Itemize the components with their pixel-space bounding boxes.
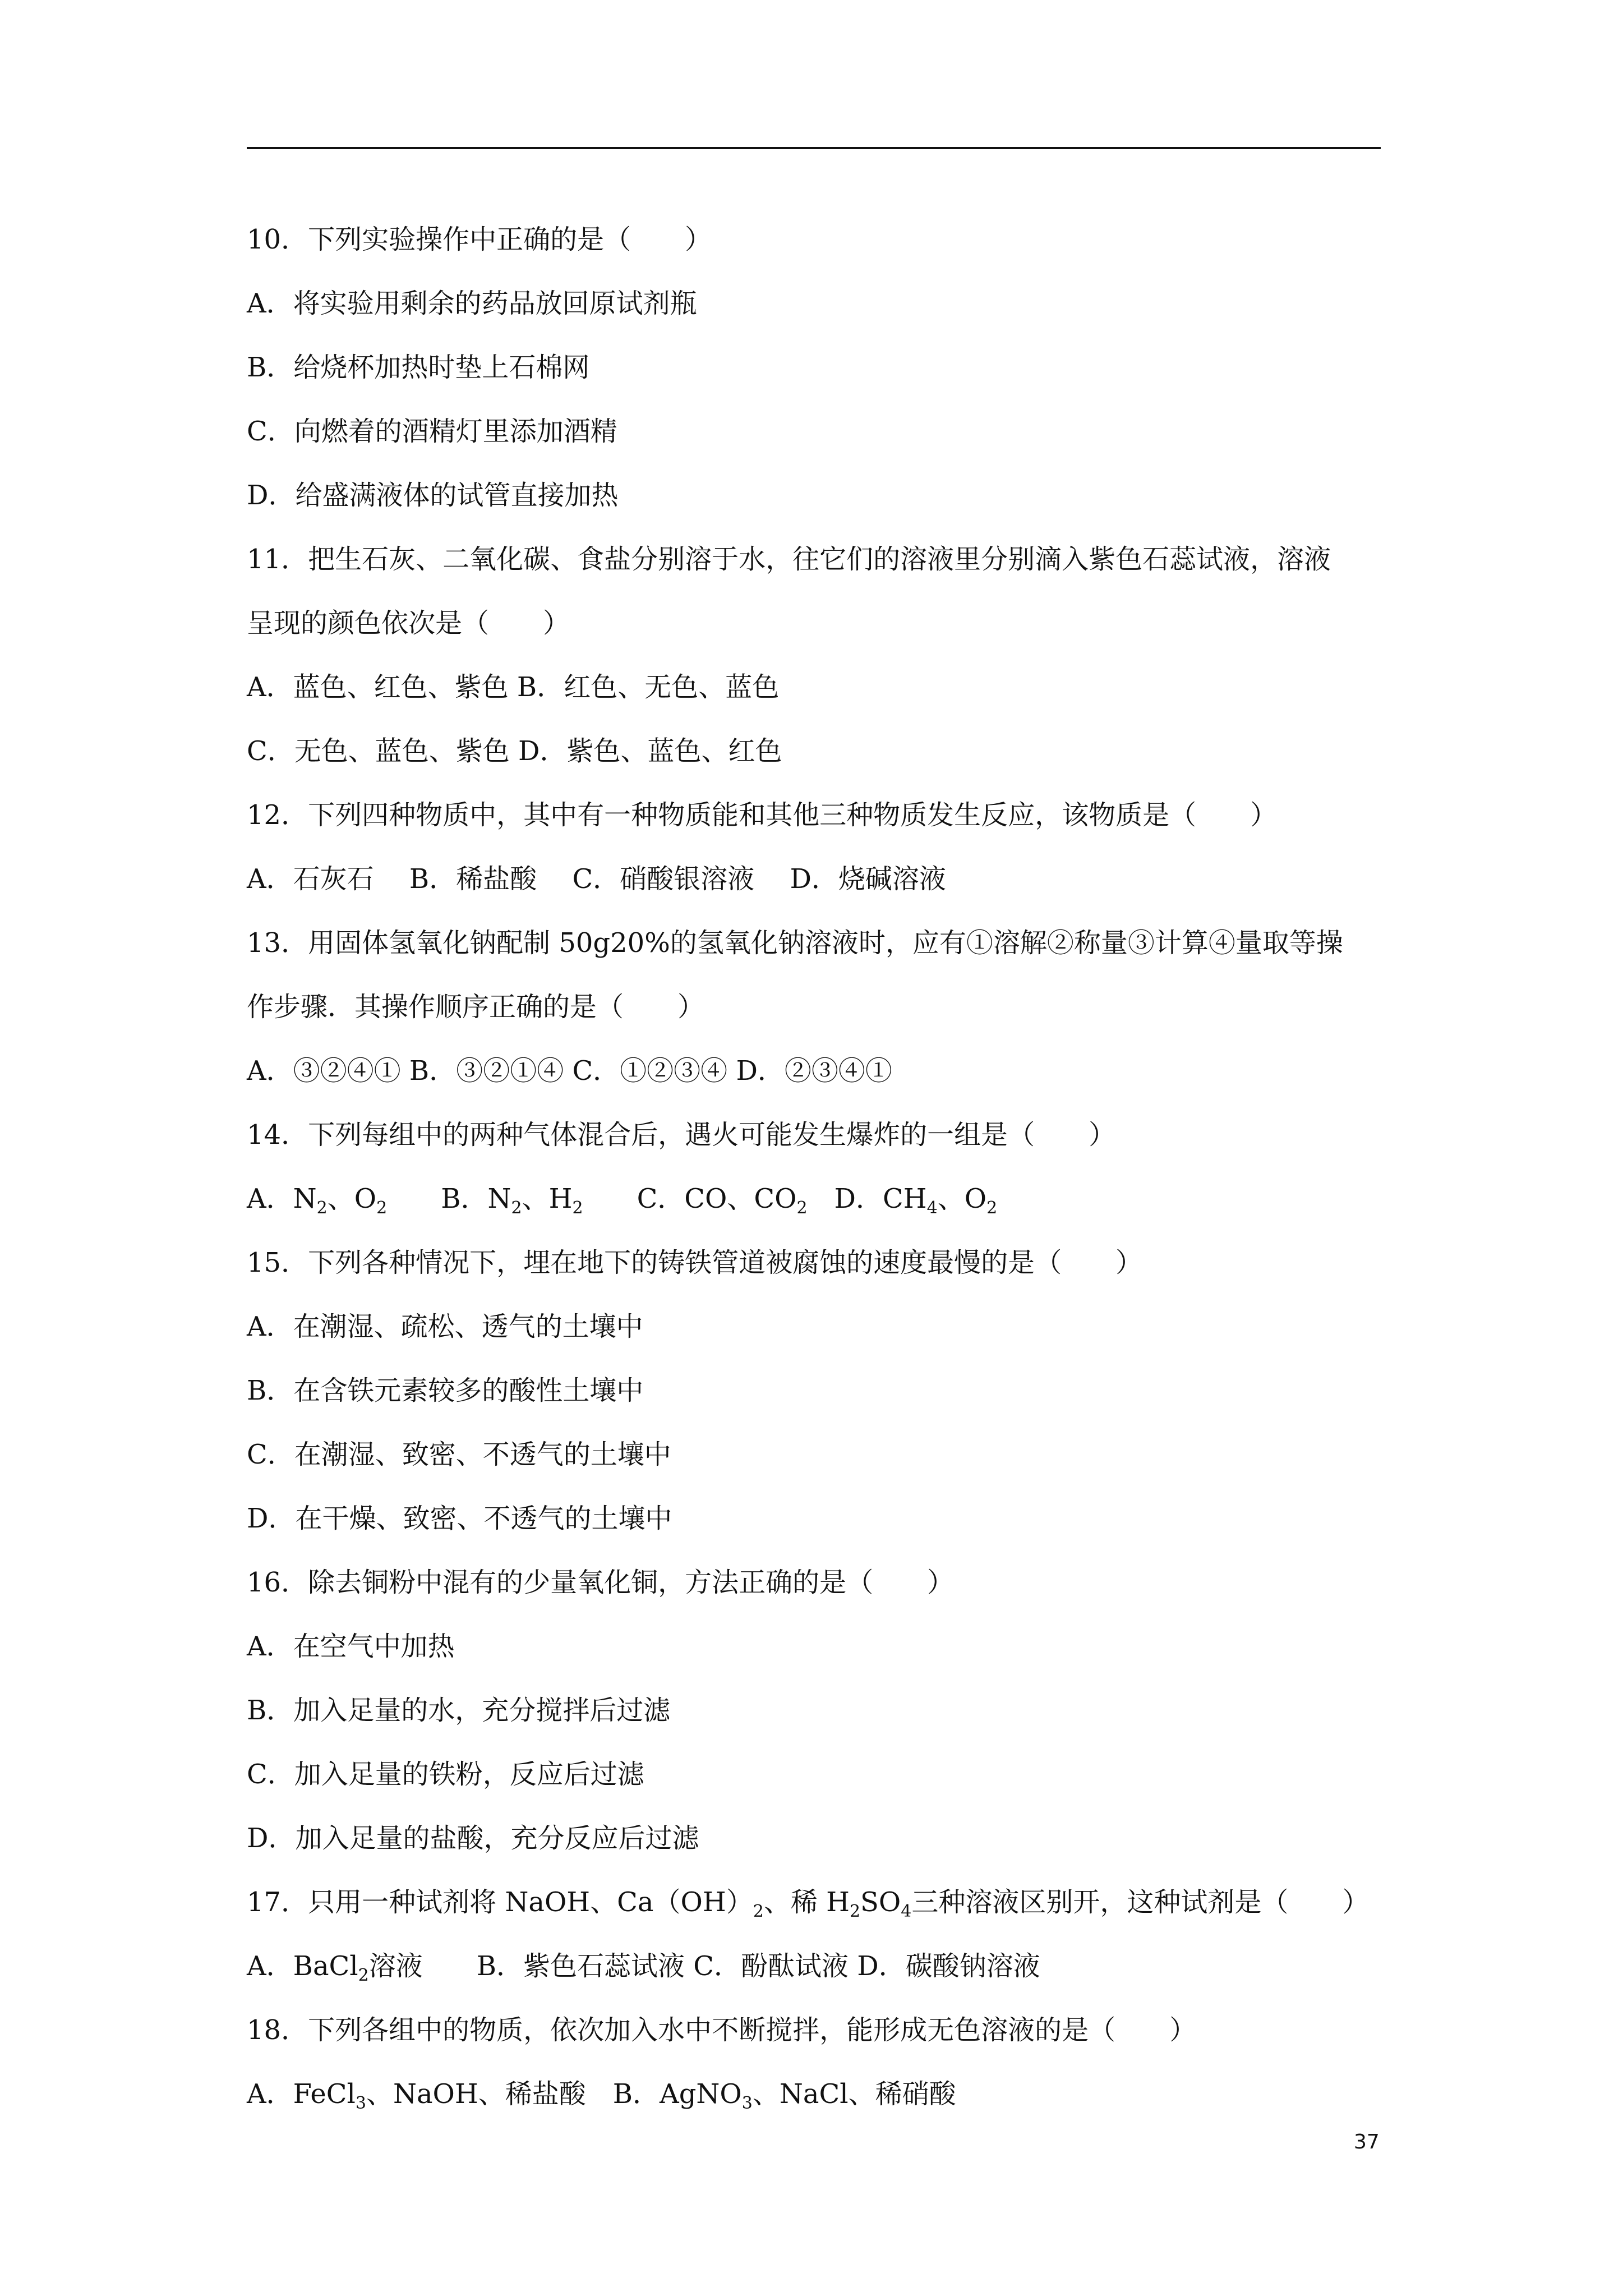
question-13-stem-line1: 13．用固体氢氧化钠配制 50g20%的氢氧化钠溶液时，应有①溶解②称量③计算④量取等操 xyxy=(247,927,1343,959)
question-12-options: A．石灰石 B．稀盐酸 C．硝酸银溶液 D．烧碱溶液 xyxy=(247,863,946,895)
question-16-option-c: C．加入足量的铁粉，反应后过滤 xyxy=(247,1759,644,1790)
question-10-option-d: D．给盛满液体的试管直接加热 xyxy=(247,480,619,511)
question-13-stem-line2: 作步骤．其操作顺序正确的是（ ） xyxy=(247,991,705,1023)
question-15-option-c: C．在潮湿、致密、不透气的土壤中 xyxy=(247,1439,671,1470)
question-15-option-a: A．在潮湿、疏松、透气的土壤中 xyxy=(247,1311,643,1342)
question-10-option-a: A．将实验用剩余的药品放回原试剂瓶 xyxy=(247,288,697,319)
question-17-options: A．BaCl$_2$溶液 B．紫色石蕊试液 C．酚酞试液 D．碳酸钠溶液 xyxy=(247,1950,1040,1985)
question-11-options-cd: C．无色、蓝色、紫色 D．紫色、蓝色、红色 xyxy=(247,735,782,767)
question-10-stem: 10．下列实验操作中正确的是（ ） xyxy=(247,224,712,255)
question-16-stem: 16．除去铜粉中混有的少量氧化铜，方法正确的是（ ） xyxy=(247,1567,955,1598)
question-17-stem: 17．只用一种试剂将 NaOH、$Ca(OH)_2$、稀 $H_2SO_4$三种溶液区别开，这种试剂是（ ） xyxy=(247,1887,1370,1921)
question-11-options-ab: A．蓝色、红色、紫色 B．红色、无色、蓝色 xyxy=(247,671,780,703)
question-list xyxy=(247,208,1396,2126)
header-rule xyxy=(247,147,1381,149)
page-number: 37 xyxy=(1354,2131,1380,2154)
question-16-option-a: A．在空气中加热 xyxy=(247,1631,455,1662)
question-11-stem-line2: 呈现的颜色依次是（ ） xyxy=(247,608,570,639)
question-18-options: A．FeCl$_3$、NaOH、稀盐酸 B．AgNO$_3$、NaCl、稀硝酸 xyxy=(247,2078,956,2113)
question-16-option-d: D．加入足量的盐酸，充分反应后过滤 xyxy=(247,1823,699,1854)
question-15-option-d: D．在干燥、致密、不透气的土壤中 xyxy=(247,1503,672,1534)
question-14-stem: 14．下列每组中的两种气体混合后，遇火可能发生爆炸的一组是（ ） xyxy=(247,1119,1116,1151)
question-18-stem: 18．下列各组中的物质，依次加入水中不断搅拌，能形成无色溶液的是（ ） xyxy=(247,2014,1197,2046)
question-10-option-c: C．向燃着的酒精灯里添加酒精 xyxy=(247,416,617,447)
question-10-option-b: B．给烧杯加热时垫上石棉网 xyxy=(247,352,590,383)
question-14-options: A．$N_2$、$O_2$ B．$N_2$、$H_2$ C．CO、$CO_2$ D．$CH_4$、$O_2$ xyxy=(247,1183,998,1218)
question-15-stem: 15．下列各种情况下，埋在地下的铸铁管道被腐蚀的速度最慢的是（ ） xyxy=(247,1247,1143,1278)
question-11-stem-line1: 11．把生石灰、二氧化碳、食盐分别溶于水，往它们的溶液里分别滴入紫色石蕊试液，溶液 xyxy=(247,544,1331,575)
question-16-option-b: B．加入足量的水，充分搅拌后过滤 xyxy=(247,1695,671,1726)
question-13-options: A．③②④① B．③②①④ C．①②③④ D．②③④① xyxy=(247,1055,892,1087)
question-15-option-b: B．在含铁元素较多的酸性土壤中 xyxy=(247,1375,644,1406)
question-12-stem: 12．下列四种物质中，其中有一种物质能和其他三种物质发生反应，该物质是（ ） xyxy=(247,799,1278,831)
